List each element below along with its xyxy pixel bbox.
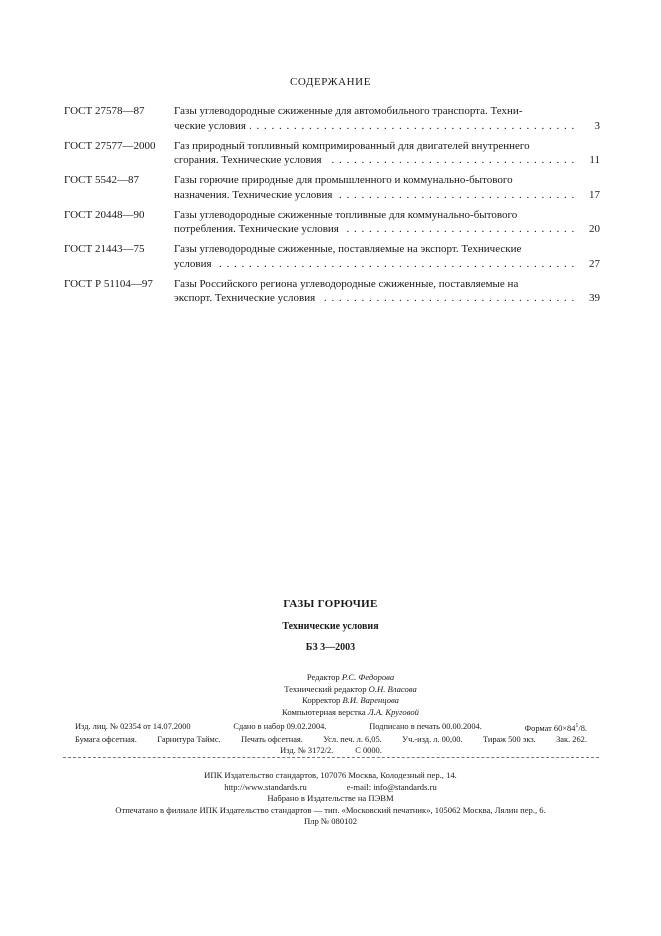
toc-title: СОДЕРЖАНИЕ [289,76,372,88]
staff-credits [0,672,661,718]
print-type: Печать офсетная. [241,735,303,744]
toc-entry-title-cont: условия . . . [174,257,578,272]
toc-entry-code: ГОСТ 27578—87 [64,105,145,117]
toc-entry[interactable] [64,173,600,208]
website-link[interactable]: http://www.standards.ru [224,781,307,792]
staff-row: Компьютерная верстка Л.А. Круговой [282,706,419,717]
document-code: БЗ 3—2003 [305,642,356,653]
divider [63,757,599,758]
publisher-address: ИПК Издательство стандартов, 107076 Москва, Колодезный пер., 14. [204,770,457,780]
typeset-note: Набрано в Издательстве на ПЭВМ [267,793,394,803]
staff-row: Технический редактор О.Н. Власова [284,683,417,694]
sent-to-set: Сдано в набор 09.02.2004. [233,722,327,731]
toc-entry-code: ГОСТ 5542—87 [64,174,139,186]
run: Тираж 500 экз. [482,735,536,744]
pub-sheets: Уч.-изд. л. 00,00. [402,735,463,744]
publisher-block [0,770,661,828]
toc-entry-code: ГОСТ Р 51104—97 [64,277,153,290]
toc-entry-title: Газы горючие природные для промышленного и коммунально-бытового [174,174,513,186]
staff-name: О.Н. Власова [368,683,417,694]
format: Формат $60\times 84^1/8$. [524,723,587,733]
toc-entry-title-cont: сгорания. Технические условия . . . [174,153,578,168]
toc-entry-title: Газы углеводородные сжиженные топливные для коммунально-бытового [174,208,518,221]
printed-note: Отпечатано в филиале ИПК Издательство стандартов — тип. «Московский печатник», 105062 Москва, Лялин пер., 6. [115,804,546,815]
imprint-block [75,721,587,756]
staff-row: Редактор Р.С. Федорова [306,672,395,682]
staff-name: Р.С. Федорова [341,672,395,682]
toc-entry-page: 39 [589,292,600,304]
table-of-contents [64,104,600,311]
publisher-contacts [0,782,661,794]
paper: Бумага офсетная. [75,735,137,744]
toc-entry-title-cont: экспорт. Технические условия . . . [174,291,578,306]
toc-entry-title-cont: ческие условия . . . [174,119,578,134]
toc-entry[interactable] [64,208,600,243]
document-title: ГАЗЫ ГОРЮЧИЕ [283,598,378,610]
toc-entry[interactable] [64,104,600,139]
toc-entry[interactable] [64,277,600,312]
toc-entry-code: ГОСТ 21443—75 [64,243,145,255]
toc-entry-page: 11 [589,154,600,166]
toc-entry[interactable] [64,242,600,277]
toc-entry-title: Газы углеводородные сжиженные для автомобильного транспорта. Техни- [174,105,523,117]
toc-entry-code: ГОСТ 27577—2000 [64,139,156,152]
imprint-row [75,721,587,734]
toc-entry-title: Газы углеводородные сжиженные, поставляемые на экспорт. Технические [174,243,522,255]
imprint-row [75,745,587,756]
zak: Зак. 262. [556,735,587,744]
imprint-row [75,734,587,745]
staff-row: Корректор В.И. Варенцова [302,695,399,705]
toc-entry-title-cont: назначения. Технические условия . . . [174,188,578,203]
document-subtitle: Технические условия [282,621,379,632]
toc-entry-page: 3 [594,119,600,132]
izd-no: Изд. № 3172/2. [280,746,334,755]
staff-name: Л.А. Круговой [367,706,419,717]
toc-entry-page: 27 [589,257,600,270]
toc-entry-title-cont: потребления. Технические условия . . . [174,222,578,237]
toc-entry-page: 17 [589,188,600,201]
license: Изд. лиц. № 02354 от 14.07.2000 [75,722,191,731]
toc-entry-title: Газ природный топливный компримированный для двигателей внутреннего [174,139,530,152]
signed-print: Подписано в печать 00.00.2004. [369,722,482,731]
conv-sheets: Усл. печ. л. 6,05. [323,735,382,744]
plr-number: Плр № 080102 [303,816,358,826]
typeface: Гарнитура Таймс. [157,735,221,744]
email-link[interactable]: e-mail: info@standards.ru [346,781,437,792]
toc-entry-page: 20 [589,223,600,235]
toc-entry[interactable] [64,139,600,174]
staff-name: В.И. Варенцова [342,695,399,705]
toc-entry-code: ГОСТ 20448—90 [64,208,145,221]
toc-entry-title: Газы Российского региона углеводородные сжиженные, поставляемые на [174,277,519,290]
cost: С 0000. [355,746,382,755]
